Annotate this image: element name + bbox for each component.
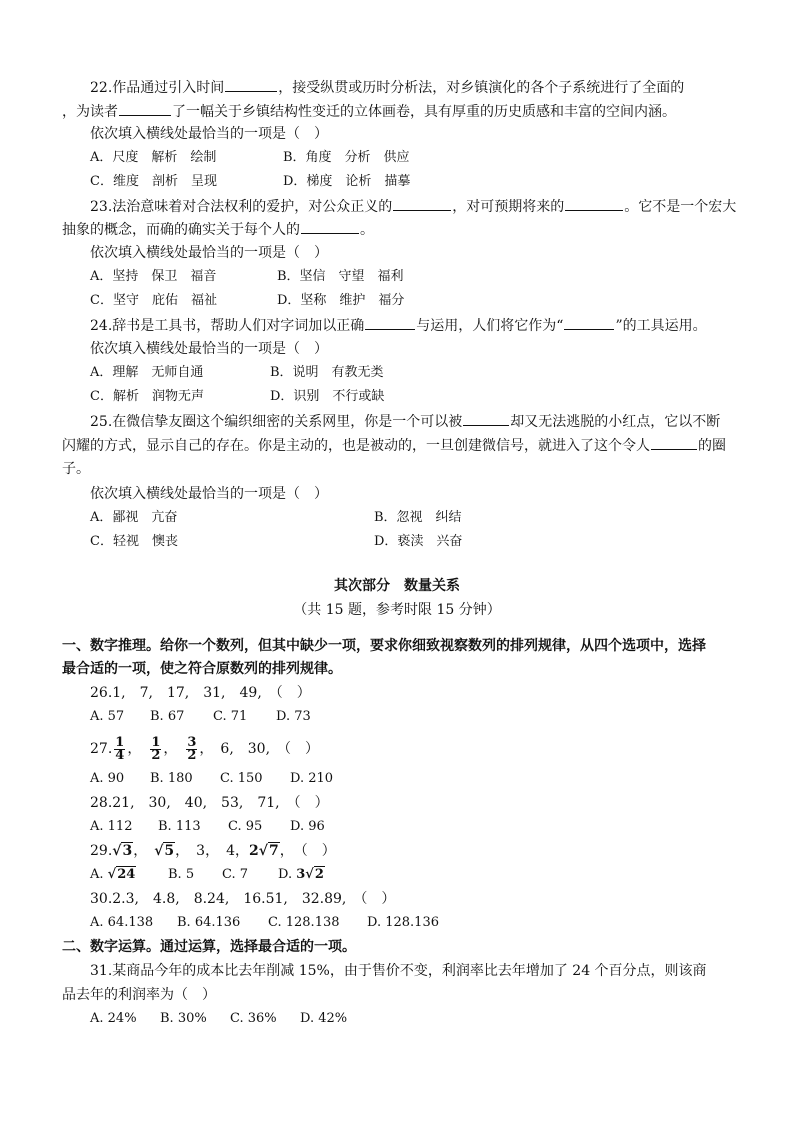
q25-option-d[interactable]: D．亵渎 兴奋 bbox=[374, 534, 463, 549]
q23-option-d[interactable]: D．坚称 维护 福分 bbox=[277, 293, 405, 308]
q25-line-2 bbox=[62, 435, 726, 455]
q25-line-1 bbox=[90, 411, 720, 431]
q25-option-a[interactable]: A．鄙视 亢奋 bbox=[90, 510, 178, 525]
section-title: 其次部分 数量关系 bbox=[334, 578, 460, 594]
answer-blank bbox=[393, 196, 451, 211]
q22-text: ，接受纵贯或历时分析法，对乡镇演化的各个子系统进行了全面的 bbox=[278, 80, 685, 96]
q23-option-c[interactable]: C．坚守 庇佑 福祉 bbox=[90, 293, 217, 308]
q27-option-b[interactable]: B. 180 bbox=[150, 771, 193, 786]
q31-option-c[interactable]: C. 36% bbox=[230, 1011, 277, 1026]
fraction-numerator: 1 bbox=[151, 734, 161, 750]
q28-option-c[interactable]: C. 95 bbox=[228, 819, 263, 834]
answer-blank bbox=[565, 196, 623, 211]
q29-option-b[interactable]: B. 5 bbox=[168, 867, 195, 882]
q23-text: 抽象的概念，而确的确实关于每个人的 bbox=[62, 222, 300, 238]
q23-line-1 bbox=[90, 196, 736, 216]
q31-option-b[interactable]: B. 30% bbox=[160, 1011, 207, 1026]
q29-option-a[interactable]: A. √24 bbox=[90, 867, 136, 882]
q24-text: 与运用，人们将它作为“ bbox=[416, 318, 564, 334]
q27-stem: 27. $\frac{1}{4}$ ， $\frac{1}{2}$ ， $\frac{3}{2}$ ， 6, 30, （ ） bbox=[90, 734, 320, 763]
q31-line-1: 31.某商品今年的成本比去年削减 15%，由于售价不变，利润率比去年增加了 24 个百分点，则该商 bbox=[90, 963, 707, 979]
q22-option-c[interactable]: C．维度 剖析 呈现 bbox=[90, 174, 217, 189]
answer-blank bbox=[119, 101, 171, 116]
q29-option-d[interactable]: D. 3√2 bbox=[278, 867, 324, 882]
answer-blank bbox=[651, 435, 697, 450]
q22-option-b[interactable]: B．角度 分析 供应 bbox=[283, 150, 410, 165]
fraction-numerator: 1 bbox=[115, 734, 125, 750]
answer-blank bbox=[225, 77, 277, 92]
part1-heading-line-2: 最合适的一项，使之符合原数列的排列规律。 bbox=[62, 661, 342, 677]
q23-text: ，对可预期将来的 bbox=[452, 199, 565, 215]
q24-text: 24.辞书是工具书，帮助人们对字词加以正确 bbox=[90, 318, 365, 334]
q24-option-b[interactable]: B．说明 有教无类 bbox=[270, 365, 384, 380]
q25-option-b[interactable]: B．忽视 纠结 bbox=[374, 510, 462, 525]
q22-line-1 bbox=[90, 77, 684, 97]
q23-text: 23.法治意味着对合法权利的爱护，对公众正义的 bbox=[90, 199, 393, 215]
q29-mid: ， 3， 4， bbox=[175, 843, 249, 859]
q24-option-c[interactable]: C．解析 润物无声 bbox=[90, 389, 204, 404]
radical: √3 bbox=[112, 843, 133, 859]
q22-option-d[interactable]: D．梯度 论析 描摹 bbox=[283, 174, 411, 189]
q27-option-a[interactable]: A. 90 bbox=[90, 771, 125, 786]
q23-line-2 bbox=[62, 219, 374, 239]
q28-stem: 28.21, 30, 40, 53, 71, （ ） bbox=[90, 795, 329, 811]
q22-prompt: 依次填入横线处最恰当的一项是（ ） bbox=[90, 126, 328, 142]
q24-option-a[interactable]: A．理解 无师自通 bbox=[90, 365, 204, 380]
q24-line-1 bbox=[90, 315, 707, 335]
q25-text: 闪耀的方式，显示自己的存在。你是主动的，也是被动的，一旦创建微信号，就进入了这个令人 bbox=[62, 438, 650, 454]
q23-option-a[interactable]: A．坚持 保卫 福音 bbox=[90, 269, 217, 284]
q29-prefix: 29. bbox=[90, 843, 113, 859]
q25-text: 的圈 bbox=[698, 438, 726, 454]
q22-text: 了一幅关于乡镇结构性变迁的立体画卷，具有厚重的历史质感和丰富的空间内涵。 bbox=[172, 104, 676, 120]
q25-line-3: 子。 bbox=[62, 461, 90, 477]
part1-heading-line-1: 一、数字推理。给你一个数列，但其中缺少一项，要求你细致视察数列的排列规律，从四个选项中，选择 bbox=[62, 638, 706, 654]
q22-line-2 bbox=[62, 101, 676, 121]
fraction bbox=[150, 734, 161, 763]
answer-blank bbox=[564, 315, 614, 330]
q25-text: 25.在微信挚友圈这个编织细密的关系网里，你是一个可以被 bbox=[90, 414, 463, 430]
radical: 3√2 bbox=[296, 867, 324, 882]
fraction bbox=[114, 734, 125, 763]
q22-text: ，为读者 bbox=[62, 104, 118, 120]
radical: √24 bbox=[107, 867, 136, 882]
q29-stem: 29.√3， √5， 3， 4，2√7， （ ） bbox=[90, 843, 336, 859]
q27-prefix: 27. bbox=[90, 741, 113, 757]
q30-stem: 30.2.3, 4.8, 8.24, 16.51, 32.89, （ ） bbox=[90, 891, 396, 907]
q26-stem: 26.1, 7, 17, 31, 49, （ ） bbox=[90, 685, 311, 701]
q30-option-d[interactable]: D. 128.136 bbox=[367, 915, 439, 930]
fraction bbox=[186, 734, 197, 763]
q24-prompt: 依次填入横线处最恰当的一项是（ ） bbox=[90, 341, 328, 357]
q28-option-b[interactable]: B. 113 bbox=[158, 819, 201, 834]
q24-option-d[interactable]: D．识别 不行或缺 bbox=[270, 389, 385, 404]
fraction-denominator: 2 bbox=[151, 747, 161, 763]
fraction-numerator: 3 bbox=[187, 734, 197, 750]
q31-option-d[interactable]: D. 42% bbox=[300, 1011, 348, 1026]
q30-option-b[interactable]: B. 64.136 bbox=[177, 915, 241, 930]
q25-text: 却又无法逃脱的小红点，它以不断 bbox=[510, 414, 721, 430]
q29-tail: ， （ ） bbox=[279, 843, 336, 859]
q25-prompt: 依次填入横线处最恰当的一项是（ ） bbox=[90, 486, 328, 502]
q27-option-c[interactable]: C. 150 bbox=[220, 771, 263, 786]
q22-option-a[interactable]: A．尺度 解析 绘制 bbox=[90, 150, 217, 165]
fraction-denominator: 4 bbox=[115, 747, 125, 763]
q26-option-d[interactable]: D. 73 bbox=[276, 709, 311, 724]
answer-blank bbox=[301, 219, 359, 234]
q26-option-c[interactable]: C. 71 bbox=[213, 709, 248, 724]
radical: 2√7 bbox=[249, 843, 279, 859]
q27-tail: ， 6, 30, （ ） bbox=[199, 741, 320, 757]
part2-heading: 二、数字运算。通过运算，选择最合适的一项。 bbox=[62, 939, 356, 955]
section-subtitle: （共 15 题，参考时限 15 分钟） bbox=[293, 602, 501, 618]
q26-option-a[interactable]: A. 57 bbox=[90, 709, 125, 724]
q28-option-d[interactable]: D. 96 bbox=[290, 819, 325, 834]
answer-blank bbox=[463, 411, 509, 426]
q24-text: ”的工具运用。 bbox=[615, 318, 707, 334]
q28-option-a[interactable]: A. 112 bbox=[90, 819, 133, 834]
q31-line-2: 品去年的利润率为（ ） bbox=[62, 987, 216, 1003]
q26-option-b[interactable]: B. 67 bbox=[150, 709, 185, 724]
answer-blank bbox=[365, 315, 415, 330]
q27-option-d[interactable]: D. 210 bbox=[290, 771, 334, 786]
q29-option-c[interactable]: C. 7 bbox=[222, 867, 249, 882]
q23-prompt: 依次填入横线处最恰当的一项是（ ） bbox=[90, 245, 328, 261]
q25-option-c[interactable]: C．轻视 懊丧 bbox=[90, 534, 178, 549]
q31-option-a[interactable]: A. 24% bbox=[90, 1011, 137, 1026]
q30-option-a[interactable]: A. 64.138 bbox=[90, 915, 154, 930]
q22-text: 22.作品通过引入时间 bbox=[90, 80, 225, 96]
fraction-denominator: 2 bbox=[187, 747, 197, 763]
radical: √5 bbox=[154, 843, 175, 859]
q23-text: 。它不是一个宏大 bbox=[624, 199, 737, 215]
q23-option-b[interactable]: B．坚信 守望 福利 bbox=[277, 269, 404, 284]
q23-text: 。 bbox=[360, 222, 374, 238]
q30-option-c[interactable]: C. 128.138 bbox=[268, 915, 340, 930]
